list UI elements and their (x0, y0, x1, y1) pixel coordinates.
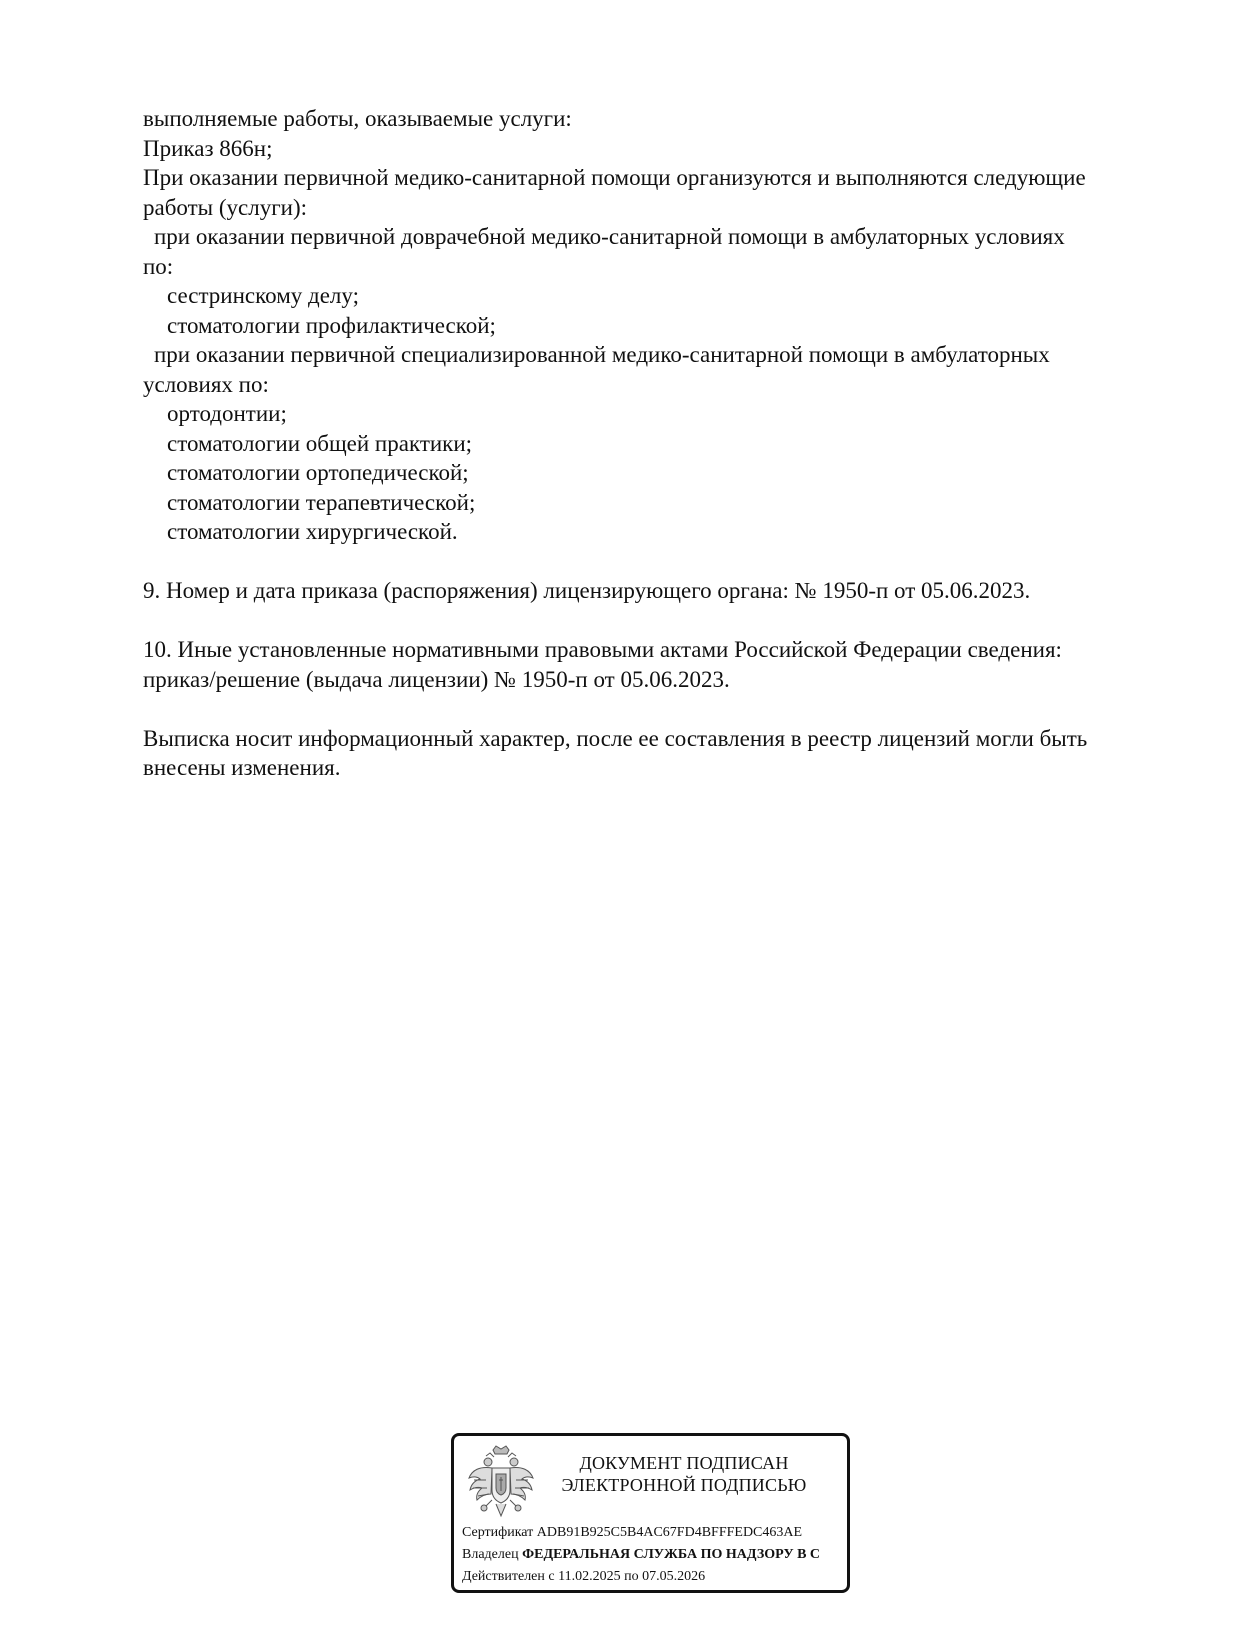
owner-row (462, 1544, 850, 1566)
service-item: сестринскому делу; (167, 283, 359, 308)
services-intro-line-1: При оказании первичной медико-санитарной помощи организуются и выполняются следующие (143, 165, 1086, 190)
certificate-row (462, 1522, 850, 1544)
electronic-signature-stamp (451, 1433, 850, 1593)
disclaimer-line-1: Выписка носит информационный характер, после ее составления в реестр лицензий могли быть (143, 725, 1088, 751)
coat-of-arms-icon (466, 1444, 536, 1522)
service-item: стоматологии терапевтической; (167, 489, 476, 515)
services-intro-line-2: работы (услуги): (143, 194, 307, 220)
item-9-order-number: 9. Номер и дата приказа (распоряжения) лицензирующего органа: № 1950-п от 05.06.2023. (143, 578, 1031, 603)
service-item: стоматологии ортопедической; (167, 460, 469, 485)
stamp-title (549, 1452, 819, 1496)
stamp-details (462, 1522, 850, 1588)
stamp-title-line-1: ДОКУМЕНТ ПОДПИСАН (579, 1453, 789, 1473)
service-item: ортодонтии; (167, 401, 287, 426)
paragraph-gap (143, 694, 1143, 724)
document-body (143, 104, 1143, 783)
validity-row: Действителен с 11.02.2025 по 07.05.2026 (462, 1569, 706, 1584)
owner-label: Владелец (462, 1547, 519, 1562)
paragraph-gap (143, 606, 1143, 636)
certificate-value: ADB91B925C5B4AC67FD4BFFFEDC463AE (536, 1525, 803, 1540)
certificate-label: Сертификат (462, 1525, 534, 1540)
stamp-title-line-2: ЭЛЕКТРОННОЙ ПОДПИСЬЮ (561, 1475, 807, 1495)
item-10-line-1: 10. Иные установленные нормативными правовыми актами Российской Федерации сведения: (143, 637, 1062, 662)
service-item: стоматологии хирургической. (167, 519, 458, 544)
owner-value: ФЕДЕРАЛЬНАЯ СЛУЖБА ПО НАДЗОРУ В С (522, 1547, 821, 1562)
paragraph-gap (143, 547, 1143, 577)
order-reference: Приказ 866н; (143, 135, 273, 161)
primary-specialized-heading-line-2: условиях по: (143, 371, 269, 397)
service-item: стоматологии общей практики; (167, 430, 473, 456)
primary-specialized-heading-line-1: при оказании первичной специализированной медико-санитарной помощи в амбулаторных (154, 342, 1050, 367)
service-item: стоматологии профилактической; (167, 312, 496, 338)
primary-prehospital-heading-line-1: при оказании первичной доврачебной медико-санитарной помощи в амбулаторных условиях (154, 224, 1065, 249)
services-heading: выполняемые работы, оказываемые услуги: (143, 106, 572, 131)
item-10-line-2: приказ/решение (выдача лицензии) № 1950-п от 05.06.2023. (143, 666, 730, 692)
primary-prehospital-heading-line-2: по: (143, 253, 174, 279)
disclaimer-line-2: внесены изменения. (143, 755, 341, 780)
